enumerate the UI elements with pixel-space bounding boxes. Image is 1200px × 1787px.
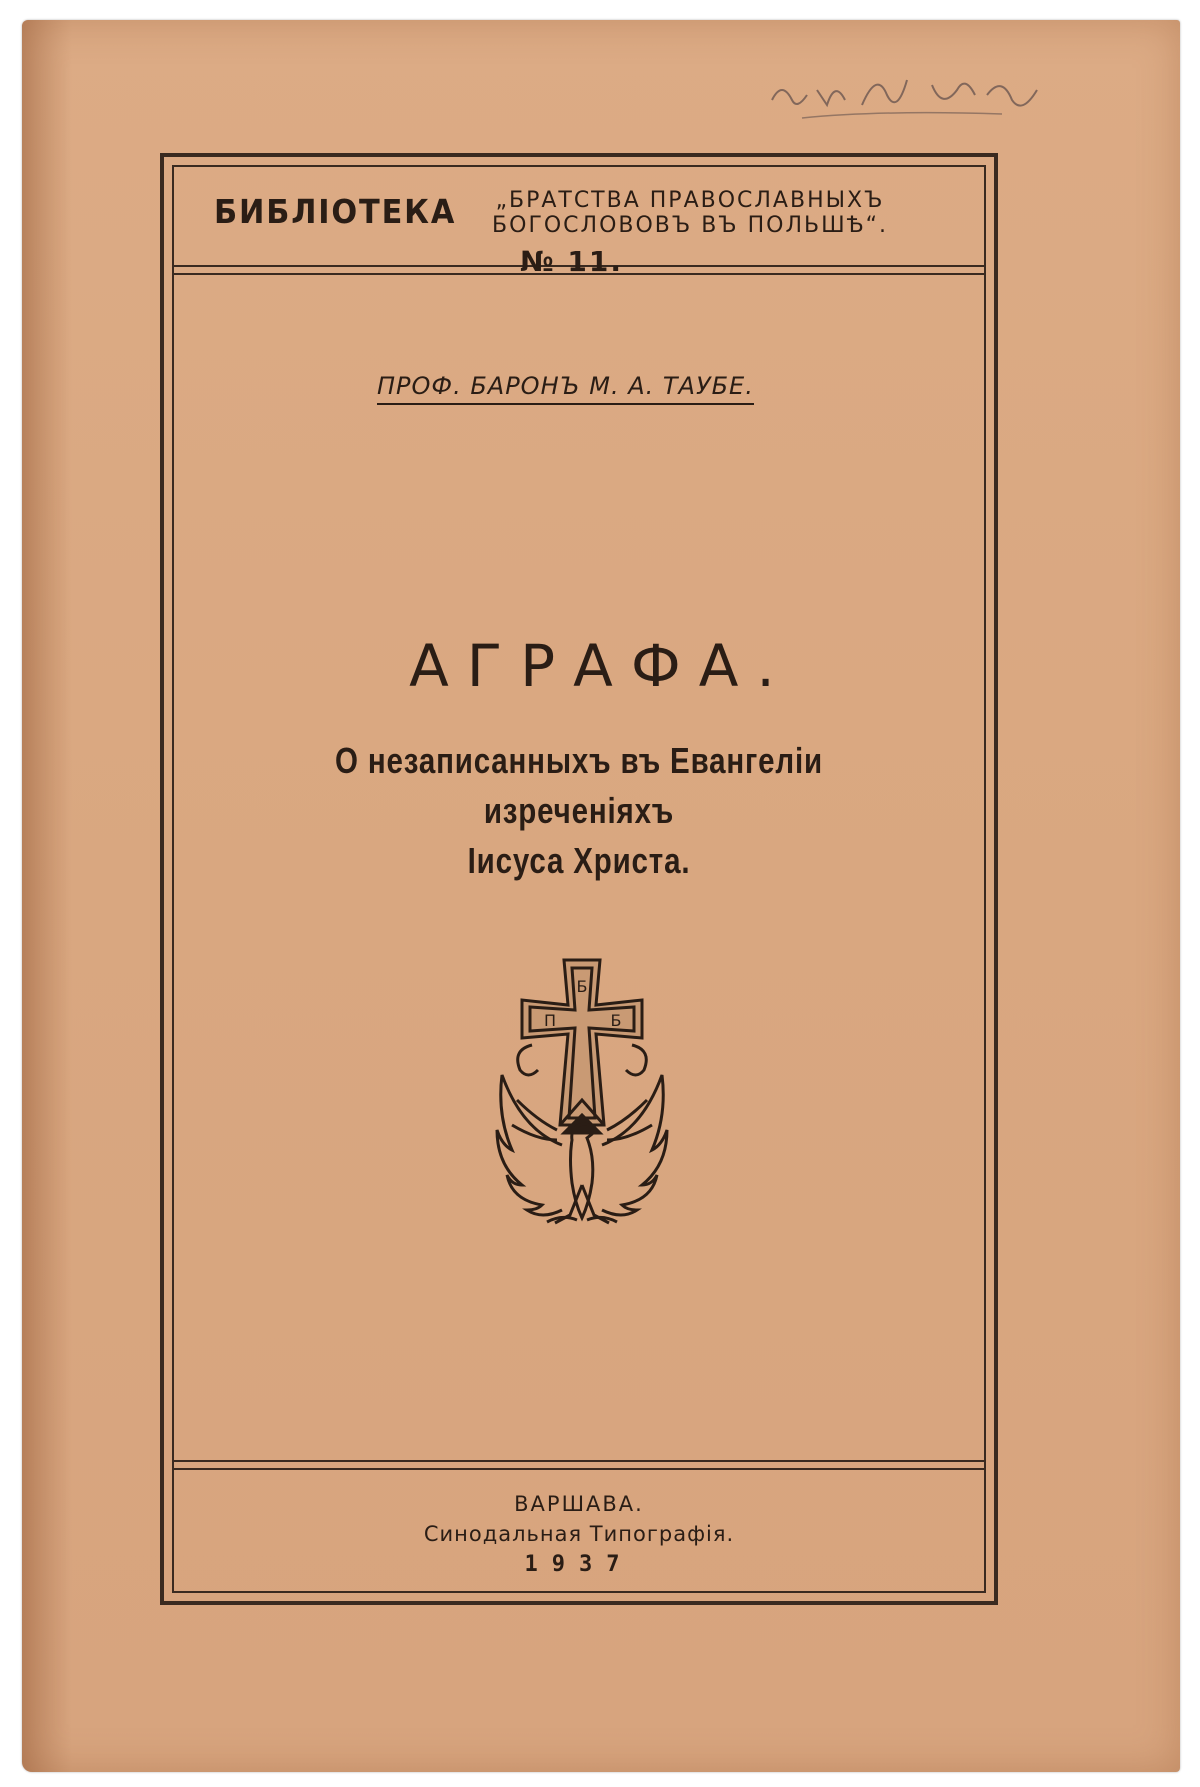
imprint-city: ВАРШАВА. [514,1492,644,1516]
book-title: АГРАФА. [409,632,793,700]
series-name-line2: БОГОСЛОВОВЪ ВЪ ПОЛЬШѢ“. [492,213,888,238]
cover-spine-shadow [22,20,72,1772]
book-cover [22,20,1180,1772]
subtitle-line2: Іисуса Христа. [467,840,691,881]
series-name-line1: „БРАТСТВА ПРАВОСЛАВНЫХЪ [495,188,885,213]
emblem-letter-left: П [543,1011,557,1030]
imprint-printer: Синодальная Типографія. [423,1522,735,1546]
book-subtitle [245,736,912,886]
imprint-divider-bottom [172,1468,986,1470]
subtitle-line1: О незаписанныхъ въ Евангеліи изреченіяхъ [335,740,823,831]
emblem-letter-right: Б [610,1011,622,1030]
author-name: ПРОФ. БАРОНЪ М. А. ТАУБЕ. [377,372,754,405]
emblem-letter-top: Б [576,977,588,996]
series-number: № 11. [520,245,624,278]
handwritten-signature [762,60,1062,130]
cross-eagle-emblem-icon [492,950,672,1250]
series-label: БИБЛІОТЕКА [214,192,457,231]
imprint-divider-top [172,1460,986,1462]
series-name [480,188,900,238]
imprint-year: 1937 [524,1552,634,1577]
